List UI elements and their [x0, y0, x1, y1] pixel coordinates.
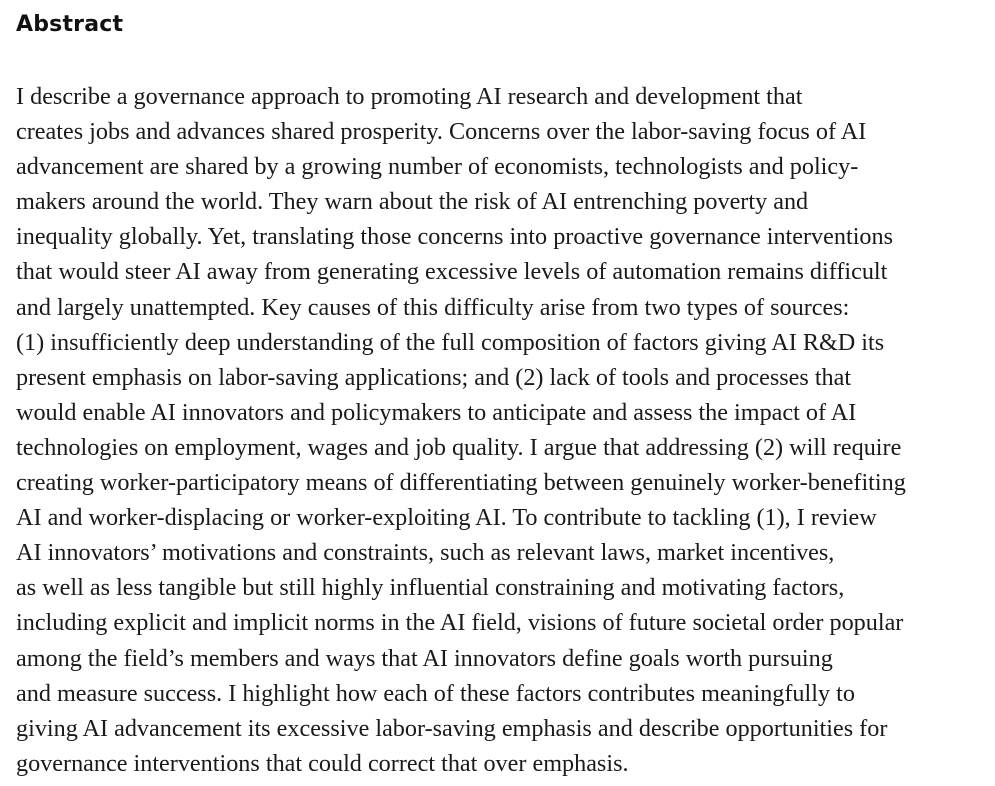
- abstract-section: [16, 0, 991, 781]
- abstract-body: [16, 39, 991, 781]
- abstract-heading: Abstract: [16, 12, 124, 37]
- abstract-line: (1) insufficiently deep understanding of the full composition of factors giving AI R&D its: [16, 328, 885, 356]
- abstract-line: AI and worker-displacing or worker-exploiting AI. To contribute to tackling (1), I review: [16, 504, 877, 532]
- abstract-line: governance interventions that could correct that over emphasis.: [16, 749, 629, 777]
- abstract-line: as well as less tangible but still highly influential constraining and motivating factors,: [16, 574, 845, 602]
- abstract-line: among the field’s members and ways that AI innovators define goals worth pursuing: [16, 644, 833, 672]
- abstract-line: creating worker-participatory means of differentiating between genuinely worker-benefiting: [16, 469, 906, 497]
- abstract-line: AI innovators’ motivations and constraints, such as relevant laws, market incentives,: [16, 539, 835, 567]
- abstract-line: makers around the world. They warn about the risk of AI entrenching poverty and: [16, 188, 809, 216]
- abstract-line: and measure success. I highlight how each of these factors contributes meaningfully to: [16, 679, 855, 707]
- abstract-line: creates jobs and advances shared prosperity. Concerns over the labor-saving focus of AI: [16, 118, 867, 146]
- abstract-line: present emphasis on labor-saving applications; and (2) lack of tools and processes that: [16, 363, 852, 391]
- abstract-line: inequality globally. Yet, translating those concerns into proactive governance interventions: [16, 223, 894, 251]
- abstract-line: including explicit and implicit norms in the AI field, visions of future societal order popular: [16, 609, 904, 637]
- abstract-line: I describe a governance approach to promoting AI research and development that: [16, 83, 803, 110]
- abstract-line: would enable AI innovators and policymakers to anticipate and assess the impact of AI: [16, 398, 857, 426]
- abstract-line: giving AI advancement its excessive labor-saving emphasis and describe opportunities for: [16, 714, 888, 742]
- abstract-line: that would steer AI away from generating excessive levels of automation remains difficult: [16, 258, 888, 286]
- abstract-line: technologies on employment, wages and job quality. I argue that addressing (2) will require: [16, 433, 902, 461]
- abstract-line: advancement are shared by a growing number of economists, technologists and policy-: [16, 153, 859, 181]
- abstract-line: and largely unattempted. Key causes of this difficulty arise from two types of sources:: [16, 293, 850, 321]
